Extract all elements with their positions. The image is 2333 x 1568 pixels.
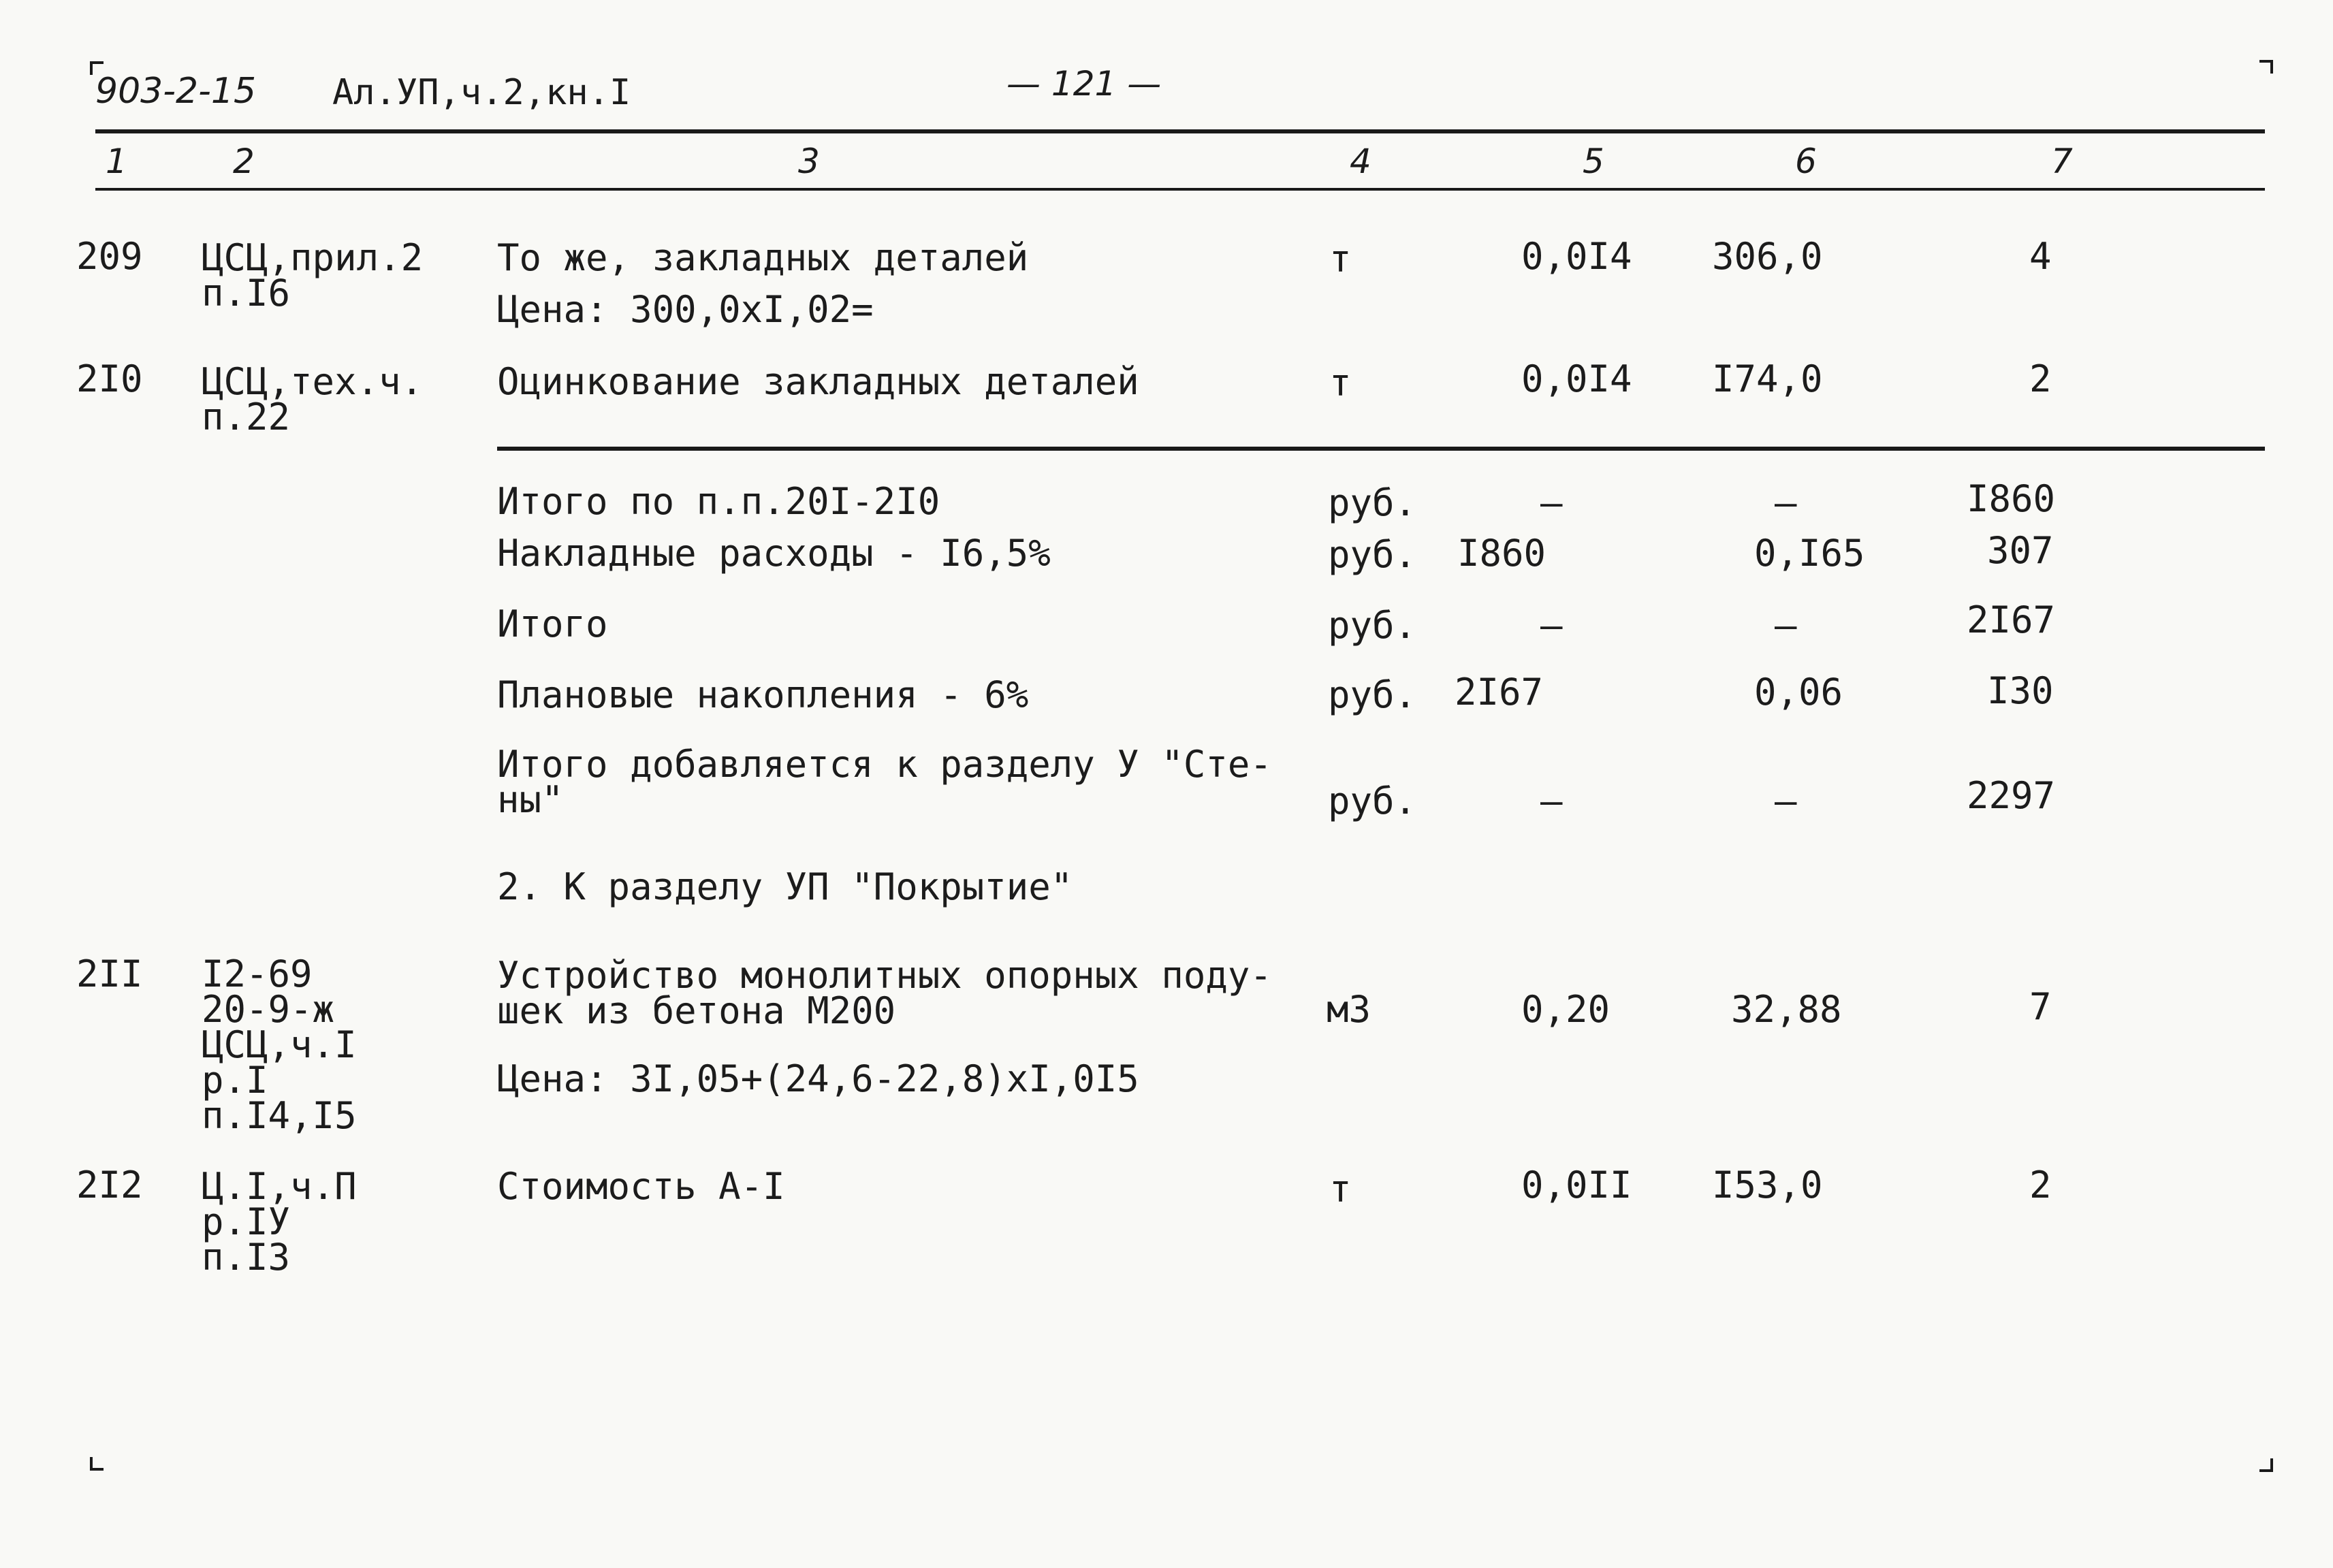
summary-coefficient: 0,I65 bbox=[1754, 532, 1865, 575]
row-reference: 20-9-ж bbox=[202, 988, 335, 1031]
row-description: шек из бетона М200 bbox=[497, 989, 896, 1032]
row-number: 2I2 bbox=[76, 1164, 143, 1206]
row-reference: п.I6 bbox=[202, 272, 291, 315]
row-description: Оцинкование закладных деталей bbox=[497, 360, 1139, 403]
summary-label: Накладные расходы - I6,5% bbox=[497, 532, 1051, 575]
column-header-2: 2 bbox=[233, 142, 255, 181]
summary-unit: руб. bbox=[1328, 533, 1417, 576]
row-total: 2 bbox=[2029, 357, 2052, 400]
row-unit: т bbox=[1329, 1168, 1352, 1211]
summary-coefficient: – bbox=[1775, 604, 1797, 647]
row-total: 4 bbox=[2029, 235, 2052, 278]
album-reference: Ал.УП,ч.2,кн.I bbox=[332, 72, 631, 113]
summary-base: – bbox=[1540, 604, 1563, 647]
row-rate: 32,88 bbox=[1731, 988, 1842, 1031]
summary-total: 2297 bbox=[1967, 774, 2056, 817]
row-reference: ЦСЦ,прил.2 bbox=[202, 236, 424, 279]
summary-total: I860 bbox=[1967, 477, 2056, 520]
row-quantity: 0,0I4 bbox=[1521, 235, 1632, 278]
corner-mark-bottom-left bbox=[90, 1457, 104, 1471]
column-header-5: 5 bbox=[1583, 142, 1604, 181]
row-quantity: 0,0II bbox=[1521, 1164, 1632, 1206]
header-rule-top bbox=[95, 129, 2265, 133]
row-reference: Ц.I,ч.П bbox=[202, 1165, 357, 1208]
row-number: 2I0 bbox=[76, 357, 143, 400]
row-reference: п.I3 bbox=[202, 1236, 291, 1279]
summary-coefficient: – bbox=[1775, 481, 1797, 524]
summary-coefficient: – bbox=[1775, 780, 1797, 822]
header-rule-bottom bbox=[95, 188, 2265, 191]
row-price-formula: Цена: 3I,05+(24,6-22,8)хI,0I5 bbox=[497, 1057, 1139, 1100]
row-number: 209 bbox=[76, 235, 143, 278]
page-number: — 121 — bbox=[1006, 64, 1162, 103]
corner-mark-bottom-right bbox=[2259, 1458, 2273, 1472]
row-rate: 306,0 bbox=[1712, 235, 1823, 278]
row-reference: I2-69 bbox=[202, 953, 313, 995]
column-header-4: 4 bbox=[1350, 142, 1371, 181]
row-rate: I74,0 bbox=[1712, 357, 1823, 400]
row-reference: п.22 bbox=[202, 396, 291, 438]
summary-label: ны" bbox=[497, 778, 564, 821]
summary-total: I30 bbox=[1987, 669, 2054, 712]
summary-label: Плановые накопления - 6% bbox=[497, 673, 1029, 716]
summary-unit: руб. bbox=[1328, 780, 1417, 822]
summary-base: – bbox=[1540, 780, 1563, 822]
row-reference: п.I4,I5 bbox=[202, 1094, 357, 1137]
row-total: 2 bbox=[2029, 1164, 2052, 1206]
row-reference: р.IУ bbox=[202, 1200, 291, 1243]
row-description: Стоимость А-I bbox=[497, 1165, 785, 1208]
column-header-1: 1 bbox=[106, 142, 127, 181]
row-reference: ЦСЦ,тех.ч. bbox=[202, 360, 424, 403]
column-header-6: 6 bbox=[1795, 142, 1817, 181]
summary-coefficient: 0,06 bbox=[1754, 671, 1843, 714]
summary-total: 307 bbox=[1987, 529, 2054, 572]
summary-base: I860 bbox=[1457, 532, 1546, 575]
summary-base: 2I67 bbox=[1455, 671, 1544, 714]
summary-base: – bbox=[1540, 481, 1563, 524]
row-price-formula: Цена: 300,0хI,02= bbox=[497, 288, 874, 331]
section-title: 2. К разделу УП "Покрытие" bbox=[497, 865, 1073, 908]
summary-unit: руб. bbox=[1328, 481, 1417, 524]
row-reference: ЦСЦ,ч.I bbox=[202, 1023, 357, 1066]
row-quantity: 0,0I4 bbox=[1521, 357, 1632, 400]
column-header-7: 7 bbox=[2051, 142, 2073, 181]
row-unit: т bbox=[1329, 362, 1352, 404]
row-total: 7 bbox=[2029, 985, 2052, 1028]
summary-unit: руб. bbox=[1328, 604, 1417, 647]
row-quantity: 0,20 bbox=[1521, 988, 1610, 1031]
summary-label: Итого добавляется к разделу У "Сте- bbox=[497, 743, 1272, 786]
subtotal-rule bbox=[497, 447, 2265, 451]
row-rate: I53,0 bbox=[1712, 1164, 1823, 1206]
summary-label: Итого по п.п.20I-2I0 bbox=[497, 480, 940, 523]
doc-number: 903-2-15 bbox=[95, 71, 257, 112]
row-unit: т bbox=[1329, 238, 1352, 281]
row-reference: р.I bbox=[202, 1059, 268, 1102]
summary-unit: руб. bbox=[1328, 673, 1417, 716]
row-unit: м3 bbox=[1327, 988, 1371, 1031]
column-header-3: 3 bbox=[798, 142, 820, 181]
row-number: 2II bbox=[76, 953, 143, 995]
row-description: Устройство монолитных опорных поду- bbox=[497, 954, 1272, 997]
row-description: То же, закладных деталей bbox=[497, 236, 1029, 279]
summary-label: Итого bbox=[497, 603, 608, 645]
corner-mark-top-right bbox=[2259, 60, 2273, 74]
summary-total: 2I67 bbox=[1967, 598, 2056, 641]
